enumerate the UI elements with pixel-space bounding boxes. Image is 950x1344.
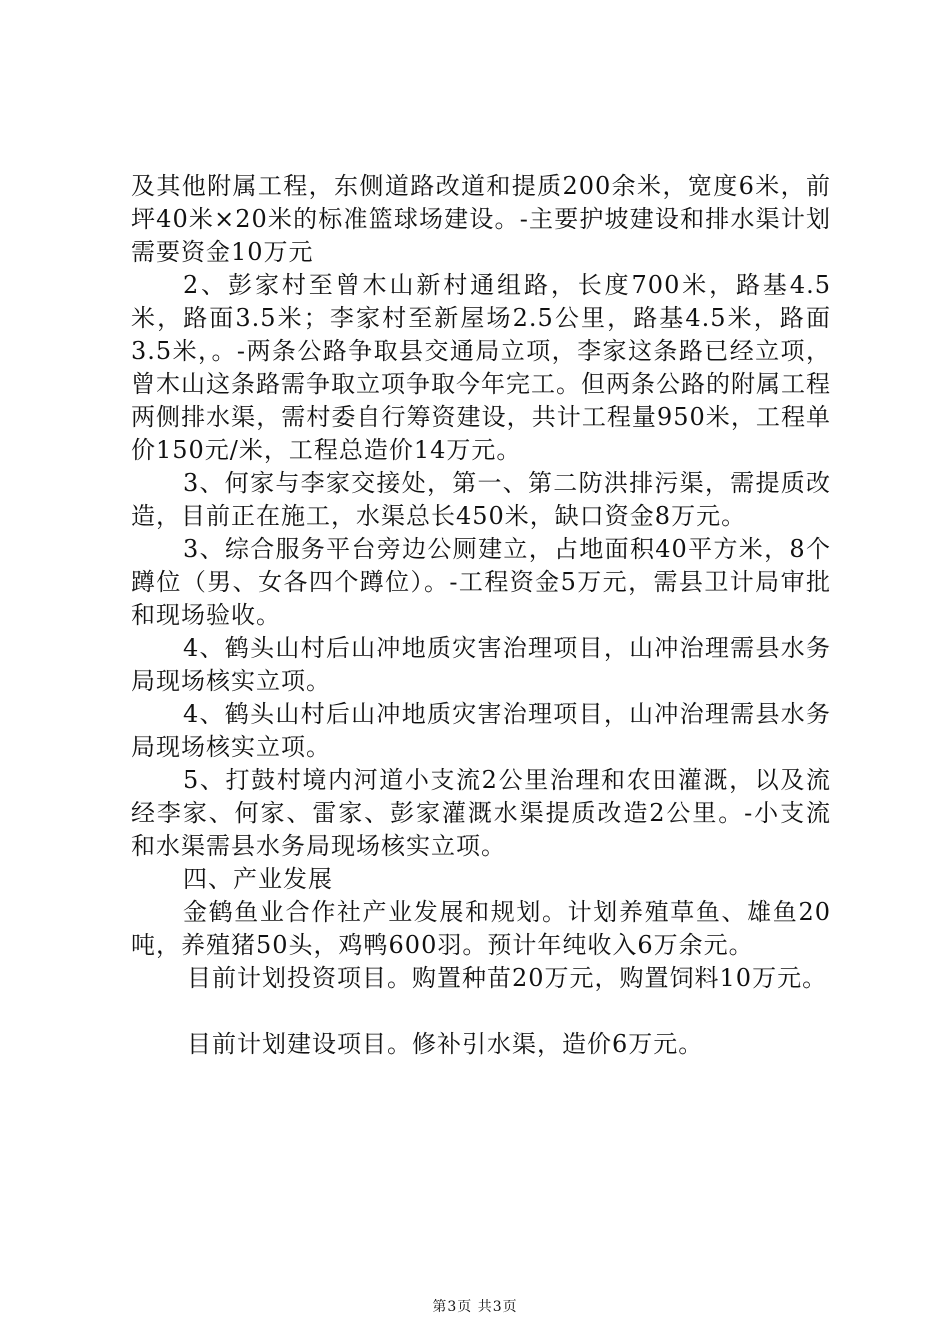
- paragraph-item-4-geohazard-repeat: 4、鹤头山村后山冲地质灾害治理项目，山冲治理需县水务局现场核实立项。: [131, 700, 831, 761]
- page-number-indicator: 第3页 共3页: [432, 1299, 518, 1315]
- paragraph-continued-works: 及其他附属工程，东侧道路改道和提质200余米，宽度6米，前坪40米×20米的标准篮球场建设。-主要护坡建设和排水渠计划需要资金10万元: [131, 172, 831, 266]
- page-footer: [0, 1298, 950, 1316]
- paragraph-construction-plan: 目前计划建设项目。修补引水渠，造价6万元。: [187, 1030, 704, 1058]
- paragraph-item-2-roads: 2、彭家村至曾木山新村通组路，长度700米，路基4.5米，路面3.5米；李家村至新屋场2.5公里，路基4.5米，路面3.5米，。-两条公路争取县交通局立项，李家这条路已经立项，曾木山这条路需争取立项争取今年完工。但两条公路的附属工程两侧排水渠，需村委自行筹资建设，共计工程量950米，工程单价150元/米，工程总造价14万元。: [131, 271, 831, 464]
- paragraph-item-4-geohazard: 4、鹤头山村后山冲地质灾害治理项目，山冲治理需县水务局现场核实立项。: [131, 634, 831, 695]
- paragraph-item-5-river-irrigation: 5、打鼓村境内河道小支流2公里治理和农田灌溉，以及流经李家、何家、雷家、彭家灌溉水渠提质改造2公里。-小支流和水渠需县水务局现场核实立项。: [131, 766, 831, 860]
- paragraph-investment-plan: 目前计划投资项目。购置种苗20万元，购置饲料10万元。: [187, 964, 828, 992]
- paragraph-fishery-plan: 金鹤鱼业合作社产业发展和规划。计划养殖草鱼、雄鱼20吨，养殖猪50头，鸡鸭600羽。预计年纯收入6万余元。: [131, 898, 831, 959]
- paragraph-item-3-public-toilet: 3、综合服务平台旁边公厕建立，占地面积40平方米，8个蹲位（男、女各四个蹲位）。-工程资金5万元，需县卫计局审批和现场验收。: [131, 535, 831, 629]
- paragraph-item-3-flood-channel: 3、何家与李家交接处，第一、第二防洪排污渠，需提质改造，目前正在施工，水渠总长450米，缺口资金8万元。: [131, 469, 831, 530]
- document-body: [131, 170, 831, 1061]
- section-heading-industry: 四、产业发展: [183, 865, 333, 893]
